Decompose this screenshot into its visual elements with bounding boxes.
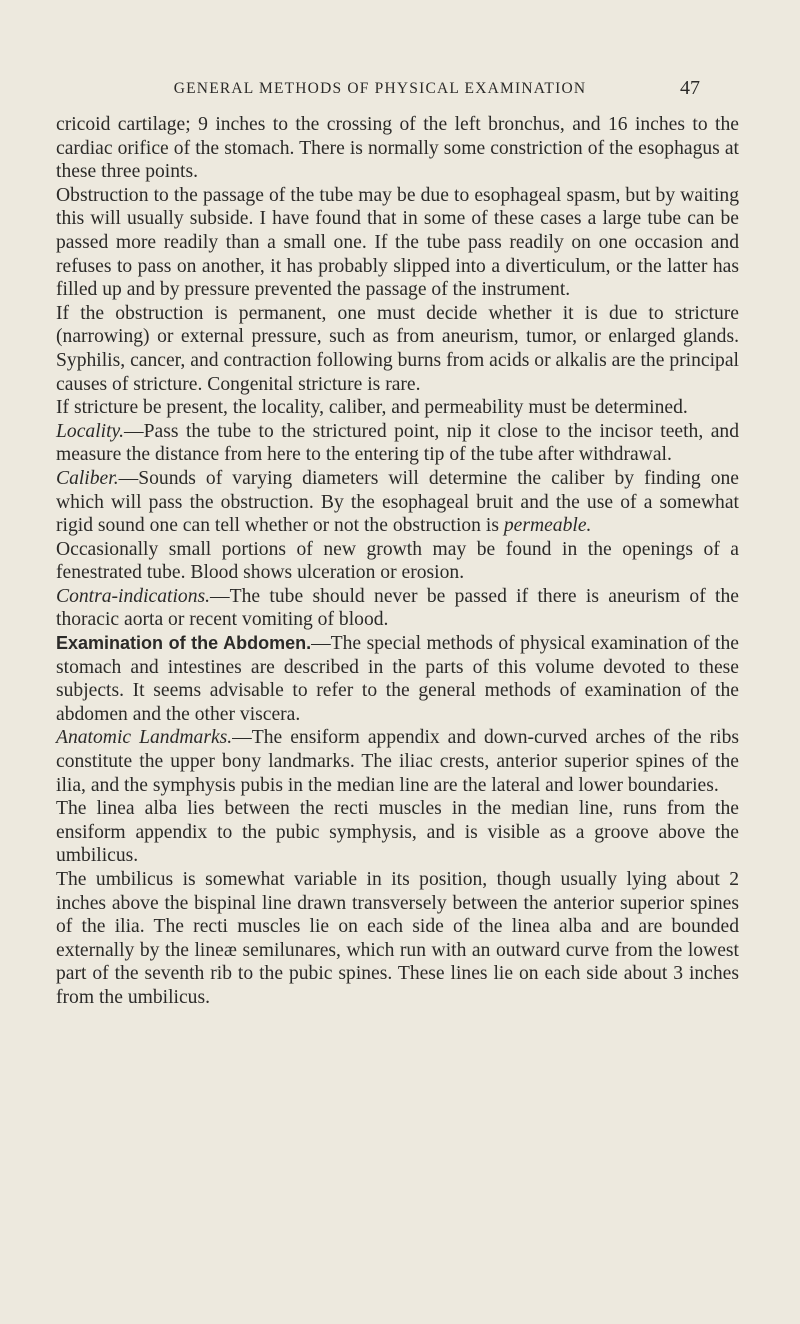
paragraph-2: Obstruction to the passage of the tube may be due to esophageal spasm, but by waiting this will usually subside. I have found that in some of these cases a large tube can be passed more readily than a small one. If the tube pass readily on one occasion and refuses to pass on another, it has probably slipped into a diverticulum, or the latter has filled up and by pressure prevented the passage of the instrument. — [56, 184, 739, 301]
contra-indications-text: —The tube should never be passed if there is aneurism of the thoracic aorta or recent vomiting of blood. — [56, 585, 739, 631]
paragraph-contra-indications — [56, 585, 739, 632]
running-head — [130, 77, 700, 104]
locality-text: —Pass the tube to the strictured point, nip it close to the incisor teeth, and measure the distance from here to the entering tip of the tube after withdrawal. — [56, 420, 739, 466]
paragraph-landmarks — [56, 726, 739, 797]
page-number: 47 — [680, 77, 700, 99]
landmarks-heading: Anatomic Landmarks. — [56, 727, 233, 749]
running-title: GENERAL METHODS OF PHYSICAL EXAMINATION — [173, 80, 587, 97]
landmarks-text: —The ensiform appendix and down-curved arches of the ribs constitute the upper bony landmarks. The iliac crests, anterior superior spines of the ilia, and the symphysis pubis in the median line are the lateral and lower boundaries. — [56, 727, 739, 796]
caliber-heading: Caliber. — [56, 467, 119, 489]
body-text — [56, 113, 739, 1010]
abdomen-section-heading: Examination of the Abdomen. — [56, 633, 312, 654]
paragraph-1: cricoid cartilage; 9 inches to the crossing of the left bronchus, and 16 inches to the cardiac orifice of the stomach. There is normally some constriction of the esophagus at these three points. — [56, 114, 739, 183]
caliber-text: —Sounds of varying diameters will determine the caliber by finding one which will pass the obstruction. By the esophageal bruit and the use of a somewhat rigid sound one can tell whether or not the obstruction is — [56, 467, 739, 537]
paragraph-4: If stricture be present, the locality, caliber, and permeability must be determined. — [56, 397, 688, 419]
contra-indications-heading: Contra-indications. — [56, 585, 211, 607]
paragraph-abdomen — [56, 632, 739, 726]
paragraph-caliber — [56, 467, 739, 538]
locality-heading: Locality. — [56, 420, 125, 442]
paragraph-12: The umbilicus is somewhat variable in its position, though usually lying about 2 inches above the bispinal line drawn transversely between the anterior superior spines of the ilia. The recti muscles lie on each side of the linea alba and are bounded externally by the lineæ semilunares, which run with an outward curve from the lowest part of the seventh rib to the pubic spines. These lines lie on each side about 3 inches from the umbilicus. — [56, 869, 739, 1008]
paragraph-11: The linea alba lies between the recti muscles in the median line, runs from the ensiform appendix to the pubic symphysis, and is visible as a groove above the umbilicus. — [56, 798, 739, 867]
caliber-emphasis: permeable. — [503, 515, 592, 537]
paragraph-locality — [56, 420, 739, 467]
abdomen-text: —The special methods of physical examination of the stomach and intestines are described in the parts of this volume devoted to these subjects. It seems advisable to refer to the general methods of examination of the abdomen and the other viscera. — [56, 633, 739, 725]
paragraph-3: If the obstruction is permanent, one must decide whether it is due to stricture (narrowing) or external pressure, such as from aneurism, tumor, or enlarged glands. Syphilis, cancer, and contraction following burns from acids or alkalis are the principal causes of stricture. Congenital stricture is rare. — [56, 302, 739, 395]
paragraph-7: Occasionally small portions of new growth may be found in the openings of a fenestrated tube. Blood shows ulceration or erosion. — [56, 538, 739, 584]
